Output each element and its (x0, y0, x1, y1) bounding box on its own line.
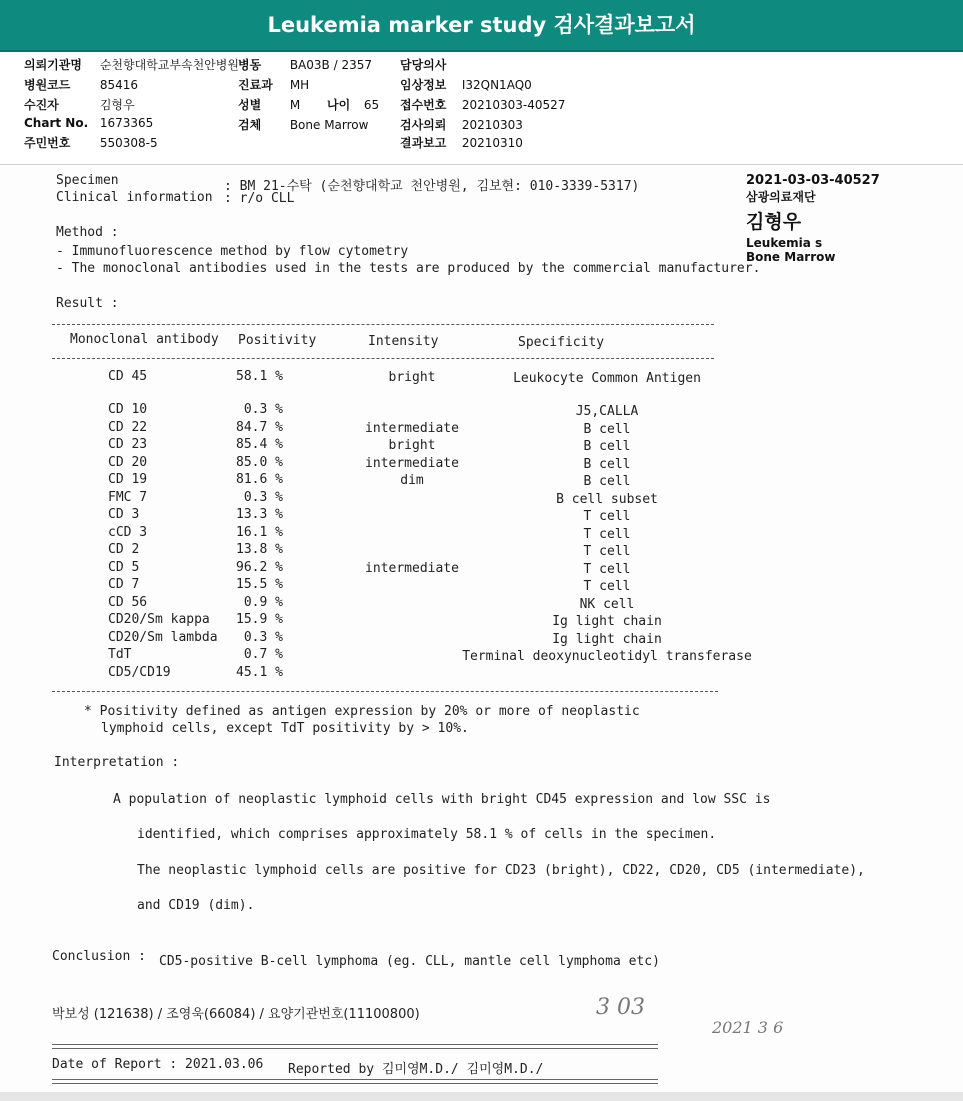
row-antibody: CD 3 (108, 507, 140, 522)
row-specificity: Terminal deoxynucleotidyl transferase (462, 649, 752, 664)
result-label: Result : (56, 296, 119, 311)
interpretation-line-2: identified, which comprises approximately 58.1 % of cells in the specimen. (137, 827, 717, 842)
row-antibody: CD 20 (108, 455, 148, 470)
row-specificity: T cell (583, 579, 631, 594)
row-specificity: T cell (583, 544, 631, 559)
field-age: 나이 65 (327, 98, 380, 112)
row-positivity: 0.9 % (243, 595, 283, 610)
row-specificity: T cell (583, 509, 631, 524)
stamp-name: 김형우 (746, 211, 802, 233)
clinical-info-label: Clinical information (56, 190, 213, 205)
row-specificity: NK cell (579, 597, 635, 612)
row-positivity: 84.7 % (236, 420, 283, 435)
row-antibody: CD 10 (108, 402, 148, 417)
footnote-line-2: lymphoid cells, except TdT positivity by > 10%. (101, 721, 469, 736)
row-specificity: Leukocyte Common Antigen (513, 371, 701, 386)
col-header-positivity: Positivity (238, 333, 317, 348)
interpretation-line-1: A population of neoplastic lymphoid cells with bright CD45 expression and low SSC is (113, 792, 771, 807)
signers-line: 박보성 (121638) / 조영욱(66084) / 요양기관번호(11100800) (52, 1007, 420, 1022)
table-top-rule (52, 324, 714, 325)
row-positivity: 85.0 % (236, 455, 283, 470)
stamp-number: 2021-03-03-40527 (746, 173, 880, 188)
footnote-line-1: * Positivity defined as antigen expression by 20% or more of neoplastic (84, 704, 640, 719)
row-antibody: FMC 7 (108, 490, 148, 505)
reported-by: Reported by 김미영M.D./ 김미영M.D./ (288, 1062, 544, 1077)
field-clinical-info: 임상정보 I32QN1AQ0 (400, 78, 532, 92)
row-antibody: CD 2 (108, 542, 140, 557)
row-antibody: CD 19 (108, 472, 148, 487)
row-intensity: bright (388, 370, 436, 385)
row-positivity: 58.1 % (236, 369, 283, 384)
interpretation-line-3: The neoplastic lymphoid cells are positive for CD23 (bright), CD22, CD20, CD5 (intermediate), (137, 863, 865, 878)
window-bottom-edge (0, 1092, 963, 1101)
method-line-1: - Immunofluorescence method by flow cytometry (56, 244, 409, 259)
field-department: 진료과 MH (238, 78, 310, 92)
field-chart-no: Chart No. 1673365 (24, 116, 154, 130)
row-positivity: 0.3 % (243, 402, 283, 417)
row-antibody: cCD 3 (108, 525, 148, 540)
row-positivity: 96.2 % (236, 560, 283, 575)
interpretation-line-4: and CD19 (dim). (137, 898, 255, 913)
field-accession-no: 접수번호 20210303-40527 (400, 98, 566, 112)
row-specificity: B cell (583, 474, 631, 489)
specimen-value: : BM 21-수탁 (순천향대학교 천안병원, 김보현: 010-3339-5317) (224, 179, 640, 194)
field-ward: 병동 BA03B / 2357 (238, 58, 372, 72)
stamp-specimen: Bone Marrow (746, 250, 836, 264)
interpretation-label: Interpretation : (54, 755, 180, 770)
specimen-label-stamp (746, 173, 880, 264)
col-header-intensity: Intensity (368, 334, 439, 349)
stamp-org: 삼광의료재단 (746, 190, 816, 204)
field-hospital-code: 병원코드 85416 (24, 78, 139, 92)
field-report-date: 결과보고 20210310 (400, 136, 523, 150)
row-positivity: 0.3 % (243, 630, 283, 645)
scanned-report (0, 165, 963, 1101)
row-positivity: 16.1 % (236, 525, 283, 540)
row-antibody: CD 22 (108, 420, 148, 435)
conclusion-value: CD5-positive B-cell lymphoma (eg. CLL, mantle cell lymphoma etc) (159, 954, 660, 969)
row-antibody: CD 56 (108, 595, 148, 610)
method-line-2: - The monoclonal antibodies used in the tests are produced by the commercial manufacturer. (56, 261, 761, 276)
row-antibody: CD20/Sm kappa (108, 612, 210, 627)
row-intensity: intermediate (365, 421, 459, 436)
clinical-info-value: : r/o CLL (224, 191, 295, 206)
row-positivity: 13.3 % (236, 507, 283, 522)
field-attending-doctor: 담당의사 (400, 58, 447, 72)
row-antibody: CD20/Sm lambda (108, 630, 218, 645)
field-requesting-institution: 의뢰기관명 순천향대학교부속천안병원 (24, 58, 239, 72)
row-intensity: dim (400, 473, 424, 488)
row-specificity: B cell (583, 457, 631, 472)
row-antibody: CD 45 (108, 369, 148, 384)
row-positivity: 85.4 % (236, 437, 283, 452)
row-intensity: intermediate (365, 456, 459, 471)
row-specificity: B cell subset (556, 492, 658, 507)
handwritten-signature: 3 03 (596, 995, 645, 1020)
field-patient-name: 수진자 김형우 (24, 98, 135, 112)
row-intensity: bright (388, 438, 436, 453)
row-specificity: Ig light chain (552, 632, 662, 647)
field-request-date: 검사의뢰 20210303 (400, 118, 523, 132)
row-positivity: 0.3 % (243, 490, 283, 505)
row-antibody: CD 5 (108, 560, 140, 575)
date-of-report: Date of Report : 2021.03.06 (52, 1057, 264, 1072)
row-positivity: 45.1 % (236, 665, 283, 680)
row-antibody: CD5/CD19 (108, 665, 171, 680)
field-resident-number: 주민번호 550308-5 (24, 136, 158, 150)
row-antibody: CD 23 (108, 437, 148, 452)
specimen-label: Specimen (56, 173, 119, 188)
col-header-antibody: Monoclonal antibody (70, 332, 219, 347)
row-specificity: J5,CALLA (575, 404, 639, 419)
row-specificity: T cell (583, 562, 631, 577)
row-specificity: B cell (583, 422, 631, 437)
row-specificity: B cell (583, 439, 631, 454)
row-specificity: T cell (583, 527, 631, 542)
row-antibody: CD 7 (108, 577, 140, 592)
patient-info-panel (0, 52, 963, 165)
row-positivity: 0.7 % (243, 647, 283, 662)
stamp-test: Leukemia s (746, 236, 823, 250)
table-bottom-rule (52, 691, 718, 692)
method-label: Method : (56, 225, 119, 240)
field-sex: 성별 M (238, 98, 301, 112)
row-positivity: 81.6 % (236, 472, 283, 487)
row-positivity: 15.9 % (236, 612, 283, 627)
conclusion-label: Conclusion : (52, 949, 146, 964)
row-intensity: intermediate (365, 561, 459, 576)
row-specificity: Ig light chain (552, 614, 662, 629)
row-positivity: 15.5 % (236, 577, 283, 592)
field-specimen-type: 검체 Bone Marrow (238, 118, 369, 132)
report-title: Leukemia marker study 검사결과보고서 (0, 0, 963, 52)
date-bottom-rule (52, 1079, 658, 1084)
date-top-rule (52, 1044, 658, 1049)
row-antibody: TdT (108, 647, 132, 662)
col-header-specificity: Specificity (518, 335, 605, 350)
handwritten-date: 2021 3 6 (712, 1018, 784, 1037)
table-header-rule (52, 358, 714, 359)
row-positivity: 13.8 % (236, 542, 283, 557)
